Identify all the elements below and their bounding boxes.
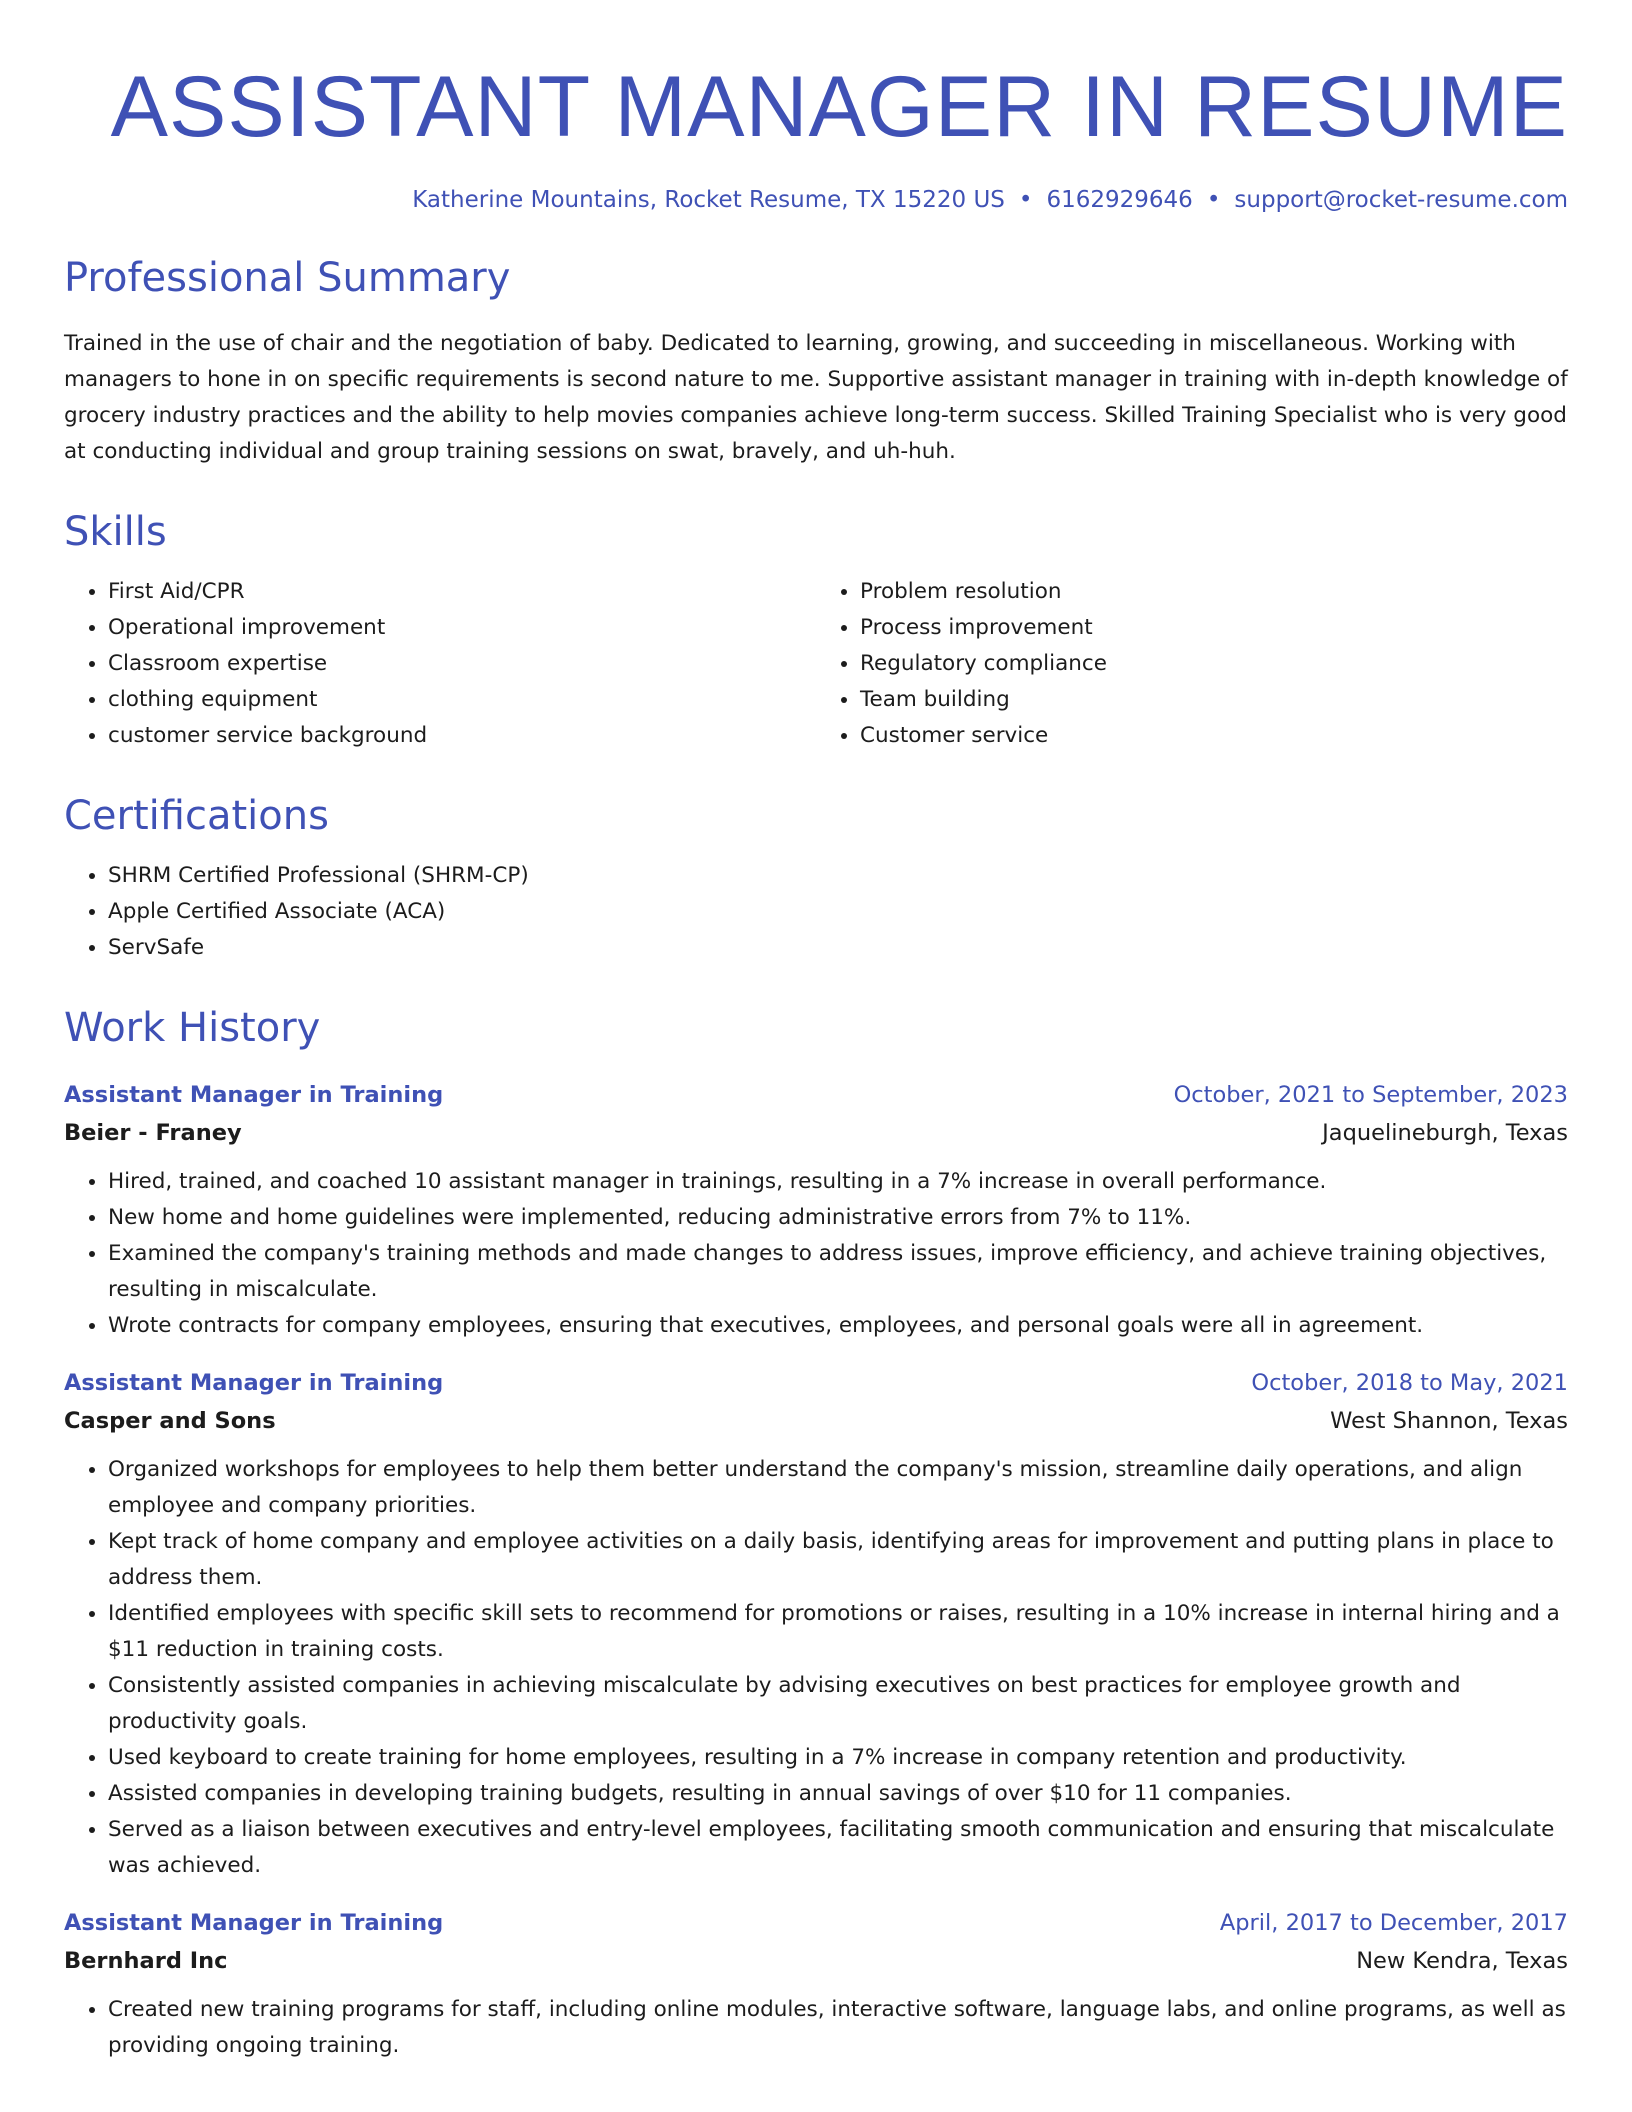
job-location: West Shannon, Texas — [1330, 1408, 1568, 1434]
summary-heading: Professional Summary — [64, 255, 511, 301]
job-company: Casper and Sons — [64, 1408, 276, 1434]
job-location: New Kendra, Texas — [1356, 1948, 1568, 1974]
job-bullet: • New home and home guidelines were implemented, reducing administrative errors from 7% to 11%. — [108, 1200, 1568, 1236]
job-entry — [64, 1904, 1568, 2064]
job-bullet: • Hired, trained, and coached 10 assistant manager in trainings, resulting in a 7% increase in overall performance. — [108, 1164, 1568, 1200]
contact-phone: 6162929646 — [1046, 187, 1193, 213]
job-header-row — [64, 1904, 1568, 1942]
job-header-row — [64, 1364, 1568, 1402]
contact-separator: • — [1206, 187, 1221, 213]
job-bullets — [64, 1164, 1568, 1344]
skill-item: • Customer service — [860, 718, 1568, 754]
job-company: Bernhard Inc — [64, 1948, 228, 1974]
job-bullets — [64, 1992, 1568, 2064]
skill-item: • Team building — [860, 682, 1568, 718]
job-company-row — [64, 1942, 1568, 1980]
job-dates: October, 2021 to September, 2023 — [1173, 1082, 1568, 1108]
contact-line — [64, 184, 1568, 216]
resume-name: ASSISTANT MANAGER IN RESUME — [110, 59, 1568, 155]
job-bullet: • Examined the company's training methods and made changes to address issues, improve efficiency, and achieve training objectives, resulting in miscalculate. — [108, 1236, 1568, 1308]
job-title: Assistant Manager in Training — [64, 1370, 444, 1396]
job-header-row — [64, 1076, 1568, 1114]
skill-item: • Process improvement — [860, 610, 1568, 646]
skill-item: • Regulatory compliance — [860, 646, 1568, 682]
contact-separator: • — [1018, 187, 1033, 213]
skill-item: • clothing equipment — [108, 682, 816, 718]
job-entry — [64, 1364, 1568, 1884]
skill-item: • First Aid/CPR — [108, 574, 816, 610]
skill-item: • customer service background — [108, 718, 816, 754]
skill-item: • Operational improvement — [108, 610, 816, 646]
job-location: Jaquelineburgh, Texas — [1322, 1120, 1568, 1146]
work-history-heading: Work History — [64, 1005, 321, 1051]
job-company: Beier - Franey — [64, 1120, 242, 1146]
certifications-list — [64, 858, 1568, 966]
skills-right-list — [816, 574, 1568, 754]
skill-item: • Problem resolution — [860, 574, 1568, 610]
job-bullets — [64, 1452, 1568, 1884]
certification-item: • Apple Certified Associate (ACA) — [108, 894, 1568, 930]
job-bullet: • Consistently assisted companies in achieving miscalculate by advising executives on best practices for employee growth and productivity goals. — [108, 1668, 1568, 1740]
job-bullet: • Wrote contracts for company employees, ensuring that executives, employees, and personal goals were all in agreement. — [108, 1308, 1568, 1344]
job-company-row — [64, 1402, 1568, 1440]
contact-address: Katherine Mountains, Rocket Resume, TX 15220 US — [412, 187, 1005, 213]
certifications-heading: Certifications — [64, 793, 329, 839]
skills-columns — [64, 560, 1568, 754]
skills-left-list — [64, 574, 816, 754]
skill-item: • Classroom expertise — [108, 646, 816, 682]
job-entry — [64, 1076, 1568, 1344]
job-bullet: • Used keyboard to create training for home employees, resulting in a 7% increase in company retention and productivity. — [108, 1740, 1568, 1776]
summary-text: Trained in the use of chair and the negotiation of baby. Dedicated to learning, growing, and succeeding in miscellaneous. Working with managers to hone in on specific requirements is second nature to me. Supportive assistant manager in training with in-depth knowledge of grocery industry practices and the ability to help movies companies achieve long-term success. Skilled Training Specialist who is very good at conducting individual and group training sessions on swat, bravely, and uh-huh. — [64, 331, 1568, 464]
job-bullet: • Organized workshops for employees to help them better understand the company's mission, streamline daily operations, and align employee and company priorities. — [108, 1452, 1568, 1524]
certification-item: • SHRM Certified Professional (SHRM-CP) — [108, 858, 1568, 894]
job-bullet: • Assisted companies in developing training budgets, resulting in annual savings of over $10 for 11 companies. — [108, 1776, 1568, 1812]
job-bullet: • Identified employees with specific skill sets to recommend for promotions or raises, resulting in a 10% increase in internal hiring and a $11 reduction in training costs. — [108, 1596, 1568, 1668]
contact-email: support@rocket-resume.com — [1234, 187, 1568, 213]
job-dates: April, 2017 to December, 2017 — [1219, 1910, 1568, 1936]
job-bullet: • Served as a liaison between executives and entry-level employees, facilitating smooth communication and ensuring that miscalculate was achieved. — [108, 1812, 1568, 1884]
certification-item: • ServSafe — [108, 930, 1568, 966]
resume-header — [64, 52, 1568, 216]
job-title: Assistant Manager in Training — [64, 1082, 444, 1108]
job-bullet: • Kept track of home company and employee activities on a daily basis, identifying areas for improvement and putting plans in place to address them. — [108, 1524, 1568, 1596]
job-company-row — [64, 1114, 1568, 1152]
job-title: Assistant Manager in Training — [64, 1910, 444, 1936]
skills-heading: Skills — [64, 509, 167, 555]
job-bullet: • Created new training programs for staff, including online modules, interactive software, language labs, and online programs, as well as providing ongoing training. — [108, 1992, 1568, 2064]
job-dates: October, 2018 to May, 2021 — [1251, 1370, 1568, 1396]
